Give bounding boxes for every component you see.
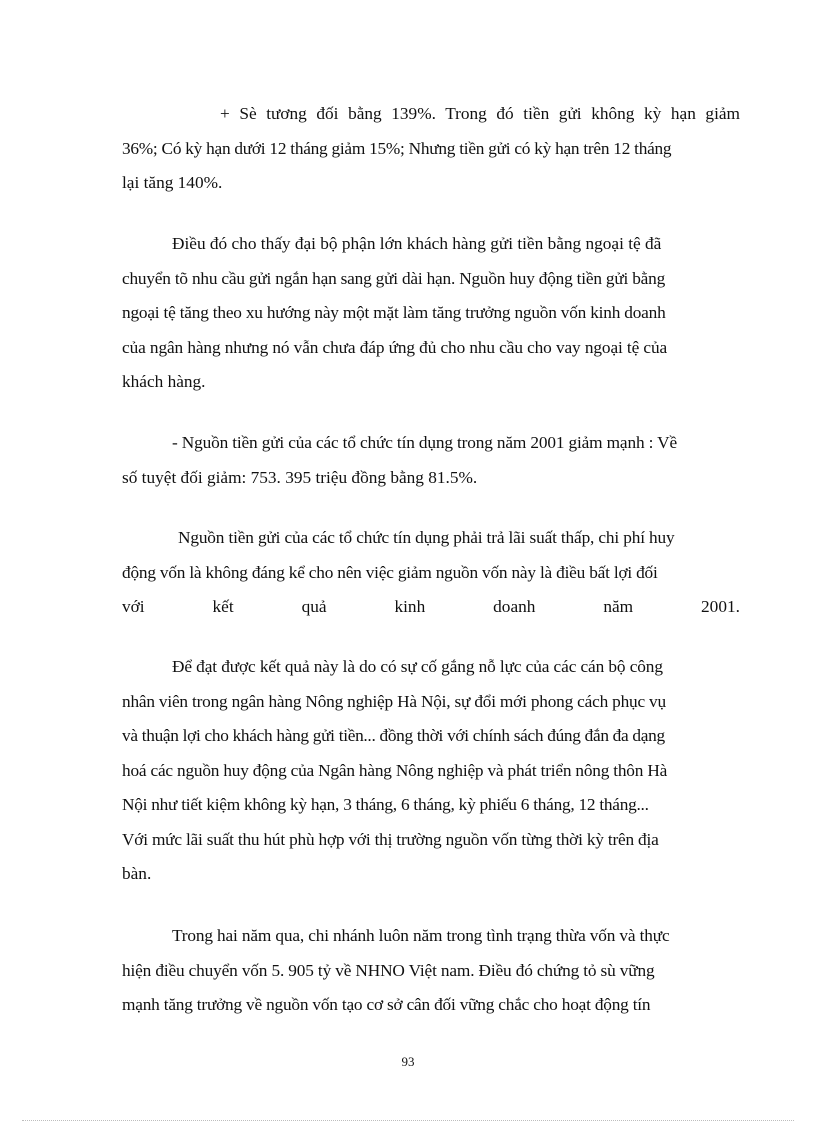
paragraph-credit-institutions [122, 426, 740, 495]
word: với [122, 597, 145, 616]
word: quả [301, 597, 327, 616]
text-line: - Nguồn tiền gửi của các tổ chức tín dụng trong năm 2001 giảm mạnh : Về [172, 433, 677, 452]
word: doanh [493, 597, 536, 616]
text-line: lại tăng 140%. [122, 173, 223, 192]
text-line: bàn. [122, 864, 152, 883]
paragraph-surplus-capital [122, 919, 740, 1023]
word: năm [603, 597, 634, 616]
page-number: 93 [401, 1054, 415, 1069]
paragraph-achievements [122, 650, 740, 892]
text-line: hoá các nguồn huy động của Ngân hàng Nông nghiệp và phát triển nông thôn Hà [122, 760, 668, 780]
paragraph-savings-ratio [122, 97, 740, 201]
text-line: chuyển tõ nhu cầu gửi ngắn hạn sang gửi dài hạn. Nguồn huy động tiền gửi bằng [122, 268, 666, 288]
word: 2001. [701, 597, 740, 616]
text-line: mạnh tăng trưởng về nguồn vốn tạo cơ sở cân đối vững chắc cho hoạt động tín [122, 995, 651, 1014]
text-line: của ngân hàng nhưng nó vẫn chưa đáp ứng đủ cho nhu cầu cho vay ngoại tệ của [122, 337, 668, 357]
page-bottom-border [22, 1120, 794, 1121]
text-line: số tuyệt đối giảm: 753. 395 triệu đồng bằng 81.5%. [122, 467, 478, 487]
text-line: Để đạt được kết quả này là do có sự cố gắng nỗ lực của các cán bộ công [172, 657, 663, 676]
text-line: Với mức lãi suất thu hút phù hợp với thị trường nguồn vốn từng thời kỳ trên địa [122, 829, 659, 849]
paragraph-customer-shift [122, 227, 740, 400]
word: kết [212, 597, 234, 616]
spread-text-line [122, 590, 740, 625]
text-line: khách hàng. [122, 372, 206, 391]
text-line: và thuận lợi cho khách hàng gửi tiền... đồng thời với chính sách đúng đắn đa dạng [122, 726, 665, 745]
text-line: Nội như tiết kiệm không kỳ hạn, 3 tháng, 6 tháng, kỳ phiếu 6 tháng, 12 tháng... [122, 795, 649, 814]
text-line: Điều đó cho thấy đại bộ phận lớn khách hàng gửi tiền bằng ngoại tệ đã [172, 234, 662, 253]
text-line: + Sè tương đối bằng 139%. Trong đó tiền gửi không kỳ hạn giảm [220, 104, 740, 123]
text-line: nhân viên trong ngân hàng Nông nghiệp Hà Nội, sự đổi mới phong cách phục vụ [122, 691, 666, 711]
word: kinh [394, 597, 426, 616]
paragraph-low-interest [122, 521, 740, 625]
text-line: động vốn là không đáng kể cho nên việc giảm nguồn vốn này là điều bất lợi đối [122, 562, 658, 582]
text-line: ngoại tệ tăng theo xu hướng này một mặt làm tăng trưởng nguồn vốn kinh doanh [122, 303, 666, 322]
text-line: hiện điều chuyển vốn 5. 905 tỷ về NHNO Việt nam. Điều đó chứng tỏ sù vững [122, 960, 655, 980]
text-line: Nguồn tiền gửi của các tổ chức tín dụng phải trả lãi suất thấp, chi phí huy [178, 528, 675, 547]
text-line: Trong hai năm qua, chi nhánh luôn năm trong tình trạng thừa vốn và thực [172, 926, 670, 945]
text-line: 36%; Có kỳ hạn dưới 12 tháng giảm 15%; Nhưng tiền gửi có kỳ hạn trên 12 tháng [122, 138, 672, 158]
